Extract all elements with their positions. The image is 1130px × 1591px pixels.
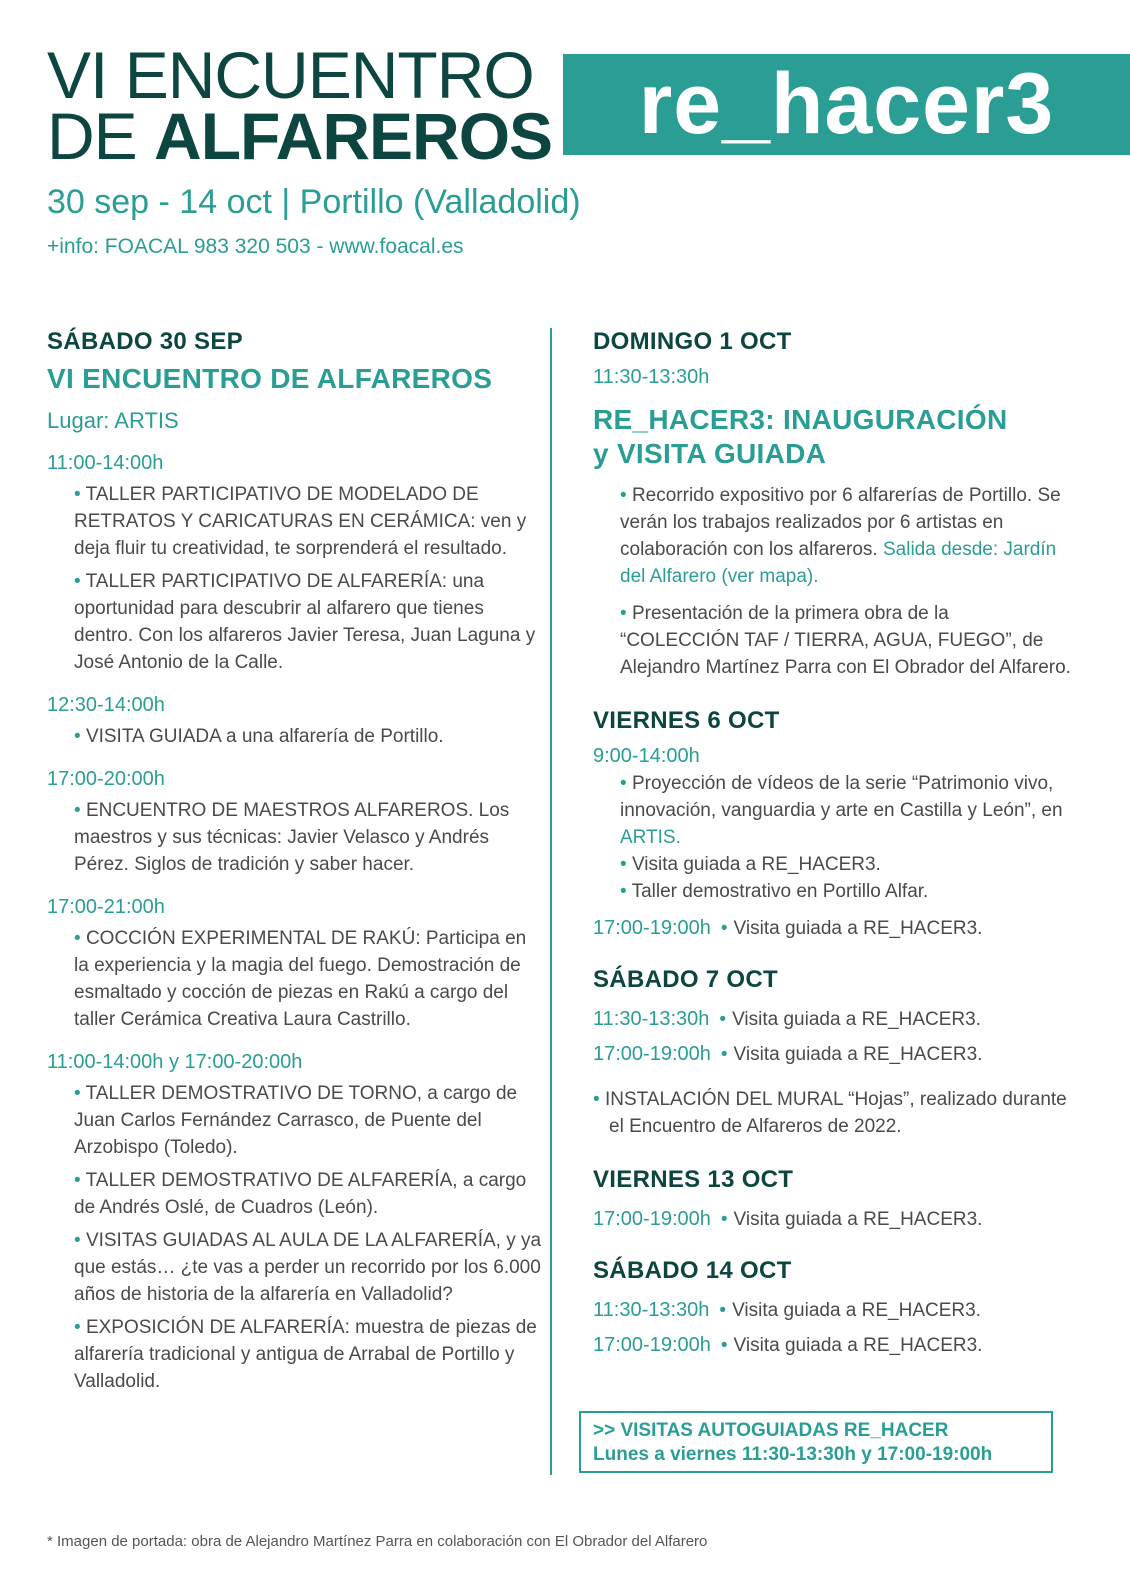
day-heading: DOMINGO 1 OCT <box>593 328 792 355</box>
self-guided-visits-box <box>579 1411 1053 1473</box>
bullet-icon: • <box>74 1229 86 1251</box>
day-heading: SÁBADO 7 OCT <box>593 966 778 994</box>
list-item <box>620 600 1073 681</box>
item-text: TALLER PARTICIPATIVO DE ALFARERÍA: una oportunidad para descubrir al alfarero que tienes dentro. Con los alfareros Javier Teresa, Juan Laguna y José Antonio de la Calle. <box>74 570 536 673</box>
contact-info: +info: FOACAL 983 320 503 - www.foacal.es <box>47 235 464 258</box>
list-item <box>74 1167 542 1221</box>
list-item <box>74 568 542 676</box>
time-slot: 12:30-14:00h <box>47 693 165 716</box>
bullet-icon: • <box>74 725 86 747</box>
day-heading: SÁBADO 30 SEP <box>47 328 243 355</box>
artis-link[interactable]: ARTIS. <box>620 827 681 849</box>
right-column <box>593 328 1073 1357</box>
bullet-icon: • <box>620 603 632 625</box>
title-line-1: VI ENCUENTRO <box>47 38 534 112</box>
bullet-icon: • <box>720 918 728 940</box>
schedule-row <box>593 1208 1073 1231</box>
row-text: Visita guiada a RE_HACER3. <box>733 1209 983 1231</box>
time-slot: 11:00-14:00h y 17:00-20:00h <box>47 1050 303 1073</box>
bullet-icon: • <box>74 1082 86 1104</box>
list-item <box>74 1080 542 1161</box>
row-time: 17:00-19:00h <box>593 1043 711 1066</box>
row-time: 11:30-13:30h <box>593 1008 710 1031</box>
item-text: TALLER DEMOSTRATIVO DE ALFARERÍA, a cargo de Andrés Oslé, de Cuadros (León). <box>74 1169 527 1218</box>
schedule-row <box>593 1299 1073 1322</box>
item-text: EXPOSICIÓN DE ALFARERÍA: muestra de piezas de alfarería tradicional y antigua de Arrabal de Portillo y Valladolid. <box>74 1316 537 1392</box>
item-text: VISITAS GUIADAS AL AULA DE LA ALFARERÍA, y ya que estás… ¿te vas a perder un recorrido por los 6.000 años de historia de la alfarería en Valladolid? <box>74 1229 542 1305</box>
list-item <box>620 482 1073 590</box>
event-dates: 30 sep - 14 oct | Portillo (Valladolid) <box>47 183 581 221</box>
item-text: Visita guiada a RE_HACER3. <box>631 854 881 876</box>
bullet-icon: • <box>74 483 86 505</box>
bullet-icon: • <box>74 1169 86 1191</box>
event-title-line-1: RE_HACER3: INAUGURACIÓN <box>593 404 1008 435</box>
item-text: Recorrido expositivo por 6 alfarerías de Portillo. Se verán los trabajos realizados por 6 artistas en colaboración con los alfareros. <box>620 485 1061 561</box>
list-item <box>593 1086 1073 1140</box>
list-item <box>620 878 1073 905</box>
row-time: 17:00-19:00h <box>593 1208 711 1231</box>
left-column <box>47 328 542 1395</box>
row-text: Visita guiada a RE_HACER3. <box>733 918 983 940</box>
time-slot: 17:00-21:00h <box>47 895 165 918</box>
self-guided-title: >> VISITAS AUTOGUIADAS RE_HACER <box>593 1420 949 1441</box>
event-title: VI ENCUENTRO DE ALFAREROS <box>47 363 493 394</box>
time-slot: 9:00-14:00h <box>593 745 700 768</box>
meeting-point-link[interactable]: Salida desde: Jardín del Alfarero (ver mapa). <box>620 539 1057 588</box>
bullet-icon: • <box>720 1209 728 1231</box>
item-text: INSTALACIÓN DEL MURAL “Hojas”, realizado durante el Encuentro de Alfareros de 2022. <box>604 1089 1067 1138</box>
event-title-line-2: y VISITA GUIADA <box>593 437 827 469</box>
row-time: 17:00-19:00h <box>593 1334 711 1357</box>
day-heading: SÁBADO 14 OCT <box>593 1257 792 1285</box>
title-line-2 <box>47 98 553 173</box>
event-title <box>593 403 1073 470</box>
item-text: COCCIÓN EXPERIMENTAL DE RAKÚ: Participa en la experiencia y la magia del fuego. Demostración de esmaltado y cocción de piezas en Rakú a cargo del taller Cerámica Creativa Laura Castrillo. <box>74 927 527 1030</box>
list-item <box>74 1227 542 1308</box>
time-slot: 11:00-14:00h <box>47 451 164 474</box>
time-slot: 17:00-20:00h <box>47 767 165 790</box>
item-text: TALLER DEMOSTRATIVO DE TORNO, a cargo de Juan Carlos Fernández Carrasco, de Puente del Arzobispo (Toledo). <box>74 1082 518 1158</box>
item-text: ENCUENTRO DE MAESTROS ALFAREROS. Los maestros y sus técnicas: Javier Velasco y Andrés Pérez. Siglos de tradición y saber hacer. <box>74 799 510 875</box>
bullet-icon: • <box>74 1316 86 1338</box>
bullet-icon: • <box>719 1009 727 1031</box>
brand-logo-text: re_hacer3 <box>638 56 1055 152</box>
list-item <box>74 723 542 750</box>
self-guided-hours: Lunes a viernes 11:30-13:30h y 17:00-19:00h <box>593 1444 993 1465</box>
schedule-row <box>593 1043 1073 1066</box>
item-text: VISITA GUIADA a una alfarería de Portillo. <box>85 725 444 747</box>
item-text: Presentación de la primera obra de la “COLECCIÓN TAF / TIERRA, AGUA, FUEGO”, de Alejandro Martínez Parra con El Obrador del Alfarero. <box>620 603 1071 679</box>
row-text: Visita guiada a RE_HACER3. <box>732 1009 981 1031</box>
bullet-icon: • <box>74 927 86 949</box>
day-heading: VIERNES 6 OCT <box>593 707 780 735</box>
brand-logo-box <box>563 54 1130 155</box>
page-title <box>47 38 553 173</box>
venue: Lugar: ARTIS <box>47 407 179 433</box>
bullet-icon: • <box>620 485 632 507</box>
column-divider <box>550 328 552 1475</box>
schedule-row <box>593 1334 1073 1357</box>
item-text: Taller demostrativo en Portillo Alfar. <box>631 881 929 903</box>
time-slot: 11:30-13:30h <box>593 366 710 388</box>
list-item <box>74 925 542 1033</box>
bullet-icon: • <box>720 1044 728 1066</box>
row-text: Visita guiada a RE_HACER3. <box>733 1044 983 1066</box>
item-text: Proyección de vídeos de la serie “Patrimonio vivo, innovación, vanguardia y arte en Castilla y León”, en <box>620 773 1063 822</box>
bullet-icon: • <box>593 1089 605 1111</box>
row-text: Visita guiada a RE_HACER3. <box>732 1300 981 1322</box>
bullet-icon: • <box>620 881 632 903</box>
title-line-2-prefix: DE <box>47 98 155 173</box>
bullet-icon: • <box>719 1300 727 1322</box>
item-text: TALLER PARTICIPATIVO DE MODELADO DE RETRATOS Y CARICATURAS EN CERÁMICA: ven y deja fluir tu creatividad, te sorprenderá el resultado. <box>74 483 527 559</box>
schedule-row <box>593 917 1073 940</box>
list-item <box>74 1314 542 1395</box>
bullet-icon: • <box>620 854 632 876</box>
title-line-2-bold: ALFAREROS <box>154 98 553 173</box>
day-heading: VIERNES 13 OCT <box>593 1166 794 1194</box>
row-text: Visita guiada a RE_HACER3. <box>733 1335 983 1357</box>
row-time: 11:30-13:30h <box>593 1299 710 1322</box>
list-item <box>74 797 542 878</box>
list-item <box>74 481 542 562</box>
bullet-icon: • <box>620 773 632 795</box>
list-item <box>620 770 1073 851</box>
row-time: 17:00-19:00h <box>593 917 711 940</box>
bullet-icon: • <box>74 799 86 821</box>
bullet-icon: • <box>720 1335 728 1357</box>
footnote: * Imagen de portada: obra de Alejandro Martínez Parra en colaboración con El Obrador del Alfarero <box>47 1533 708 1550</box>
bullet-icon: • <box>74 570 86 592</box>
list-item <box>620 851 1073 878</box>
schedule-row <box>593 1008 1073 1031</box>
